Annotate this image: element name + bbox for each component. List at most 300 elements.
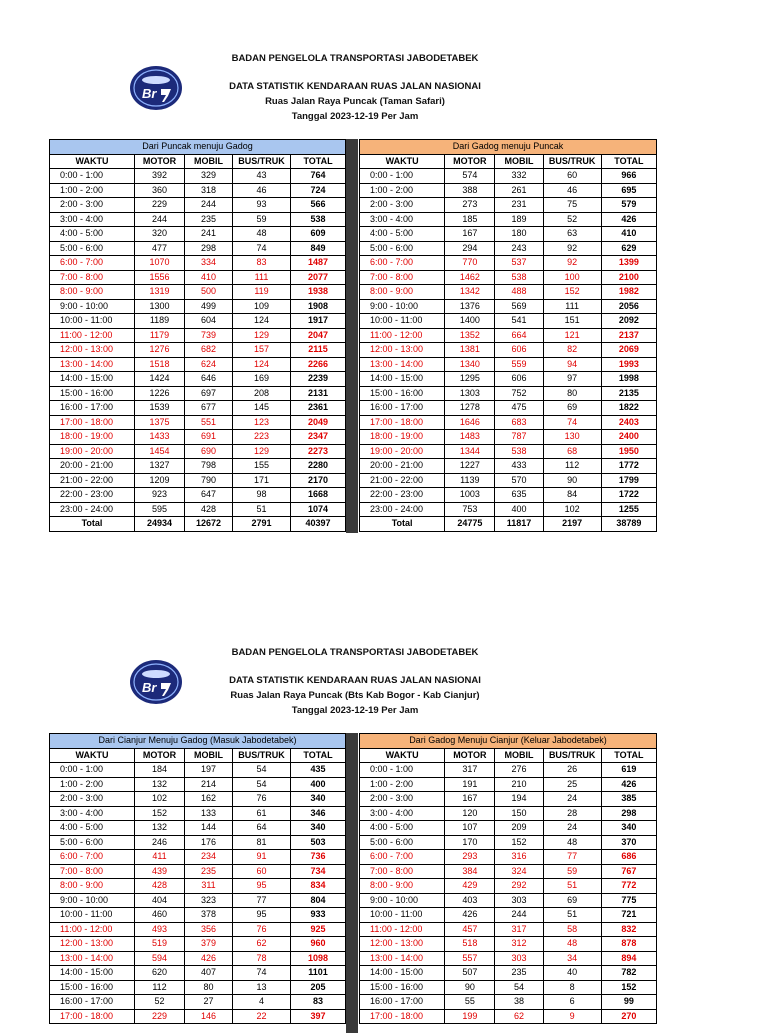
bus-truk-cell: 76 xyxy=(233,792,291,807)
mobil-cell: 499 xyxy=(185,299,233,314)
bus-truk-cell: 62 xyxy=(233,937,291,952)
waktu-cell: 15:00 - 16:00 xyxy=(50,386,135,401)
waktu-cell: 4:00 - 5:00 xyxy=(50,821,135,836)
waktu-cell: 21:00 - 22:00 xyxy=(50,473,135,488)
total-cell: 686 xyxy=(601,850,656,865)
bus-truk-cell: 59 xyxy=(233,212,291,227)
waktu-cell: 11:00 - 12:00 xyxy=(50,922,135,937)
mobil-cell: 133 xyxy=(185,806,233,821)
bus-truk-cell: 68 xyxy=(543,444,601,459)
bus-truk-cell: 46 xyxy=(543,183,601,198)
bus-truk-cell: 80 xyxy=(543,386,601,401)
mobil-cell: 316 xyxy=(495,850,543,865)
motor-cell: 90 xyxy=(445,980,495,995)
waktu-cell: 13:00 - 14:00 xyxy=(360,951,445,966)
mobil-cell: 683 xyxy=(495,415,543,430)
bus-truk-cell: 74 xyxy=(233,241,291,256)
table-header-row xyxy=(360,748,657,763)
org-name: BADAN PENGELOLA TRANSPORTASI JABODETABEK xyxy=(231,647,479,658)
motor-cell: 439 xyxy=(135,864,185,879)
motor-cell: 493 xyxy=(135,922,185,937)
column-header-total: TOTAL xyxy=(291,748,346,763)
motor-cell: 132 xyxy=(135,777,185,792)
waktu-cell: 3:00 - 4:00 xyxy=(50,806,135,821)
total-cell: 804 xyxy=(291,893,346,908)
mobil-cell: 318 xyxy=(185,183,233,198)
mobil-cell: 324 xyxy=(495,864,543,879)
motor-cell: 594 xyxy=(135,951,185,966)
mobil-cell: 624 xyxy=(185,357,233,372)
waktu-cell: 0:00 - 1:00 xyxy=(360,169,445,184)
waktu-cell: 20:00 - 21:00 xyxy=(360,459,445,474)
total-cell: 2131 xyxy=(291,386,346,401)
column-header-motor: MOTOR xyxy=(445,748,495,763)
bus-truk-cell: 109 xyxy=(233,299,291,314)
waktu-cell: 9:00 - 10:00 xyxy=(50,893,135,908)
road-name: Ruas Jalan Raya Puncak (Bts Kab Bogor - Kab Cianjur) xyxy=(230,690,480,701)
motor-cell: 246 xyxy=(135,835,185,850)
waktu-cell: 12:00 - 13:00 xyxy=(50,343,135,358)
svg-text:Br: Br xyxy=(142,680,157,695)
motor-cell: 1319 xyxy=(135,285,185,300)
total-cell: 966 xyxy=(601,169,656,184)
waktu-cell: 18:00 - 19:00 xyxy=(50,430,135,445)
column-header-bus-truk: BUS/TRUK xyxy=(543,748,601,763)
waktu-cell: 1:00 - 2:00 xyxy=(50,777,135,792)
mobil-cell: 209 xyxy=(495,821,543,836)
report-title: DATA STATISTIK KENDARAAN RUAS JALAN NASIONAI xyxy=(229,675,481,686)
waktu-cell: 3:00 - 4:00 xyxy=(50,212,135,227)
waktu-cell: 11:00 - 12:00 xyxy=(360,328,445,343)
bus-truk-cell: 61 xyxy=(233,806,291,821)
waktu-cell: 15:00 - 16:00 xyxy=(360,980,445,995)
total-cell: 2266 xyxy=(291,357,346,372)
waktu-cell: 17:00 - 18:00 xyxy=(360,415,445,430)
waktu-cell: 13:00 - 14:00 xyxy=(50,357,135,372)
table-row xyxy=(50,763,346,778)
waktu-cell: 5:00 - 6:00 xyxy=(360,241,445,256)
total-cell: 832 xyxy=(601,922,656,937)
bus-truk-cell: 129 xyxy=(233,444,291,459)
motor-cell: 1327 xyxy=(135,459,185,474)
bus-truk-cell: 98 xyxy=(233,488,291,503)
bus-truk-cell: 69 xyxy=(543,893,601,908)
waktu-cell: 1:00 - 2:00 xyxy=(360,183,445,198)
mobil-cell: 241 xyxy=(185,227,233,242)
mobil-cell: 176 xyxy=(185,835,233,850)
column-header-waktu: WAKTU xyxy=(50,154,135,169)
mobil-cell: 152 xyxy=(495,835,543,850)
waktu-cell: 10:00 - 11:00 xyxy=(360,314,445,329)
motor-cell: 1300 xyxy=(135,299,185,314)
motor-cell: 1454 xyxy=(135,444,185,459)
bus-truk-cell: 129 xyxy=(233,328,291,343)
total-cell: 619 xyxy=(601,763,656,778)
motor-cell: 1344 xyxy=(445,444,495,459)
total-cell: 2170 xyxy=(291,473,346,488)
mobil-cell: 80 xyxy=(185,980,233,995)
total-cell: 2115 xyxy=(291,343,346,358)
motor-cell: 184 xyxy=(135,763,185,778)
total-motor-cell: 24934 xyxy=(135,517,185,532)
motor-cell: 1518 xyxy=(135,357,185,372)
total-cell: 426 xyxy=(601,777,656,792)
bus-truk-cell: 9 xyxy=(543,1009,601,1024)
mobil-cell: 243 xyxy=(495,241,543,256)
mobil-cell: 475 xyxy=(495,401,543,416)
motor-cell: 595 xyxy=(135,502,185,517)
table-row xyxy=(360,864,657,879)
mobil-cell: 541 xyxy=(495,314,543,329)
waktu-cell: 8:00 - 9:00 xyxy=(360,285,445,300)
motor-cell: 1295 xyxy=(445,372,495,387)
waktu-cell: 17:00 - 18:00 xyxy=(50,415,135,430)
total-cell: 878 xyxy=(601,937,656,952)
table-row xyxy=(50,966,346,981)
waktu-cell: 12:00 - 13:00 xyxy=(360,937,445,952)
mobil-cell: 334 xyxy=(185,256,233,271)
mobil-cell: 691 xyxy=(185,430,233,445)
table-row xyxy=(360,879,657,894)
total-cell: 925 xyxy=(291,922,346,937)
motor-cell: 753 xyxy=(445,502,495,517)
mobil-cell: 146 xyxy=(185,1009,233,1024)
waktu-cell: 2:00 - 3:00 xyxy=(360,792,445,807)
motor-cell: 317 xyxy=(445,763,495,778)
mobil-cell: 378 xyxy=(185,908,233,923)
bus-truk-cell: 123 xyxy=(233,415,291,430)
motor-cell: 107 xyxy=(445,821,495,836)
total-cell: 1822 xyxy=(601,401,656,416)
motor-cell: 1070 xyxy=(135,256,185,271)
motor-cell: 167 xyxy=(445,227,495,242)
total-cell: 775 xyxy=(601,893,656,908)
table-row xyxy=(360,922,657,937)
waktu-cell: 5:00 - 6:00 xyxy=(360,835,445,850)
mobil-cell: 303 xyxy=(495,893,543,908)
total-cell: 1950 xyxy=(601,444,656,459)
bus-truk-cell: 155 xyxy=(233,459,291,474)
motor-cell: 102 xyxy=(135,792,185,807)
table-row xyxy=(360,966,657,981)
mobil-cell: 559 xyxy=(495,357,543,372)
table-row xyxy=(360,937,657,952)
total-cell: 435 xyxy=(291,763,346,778)
motor-cell: 1342 xyxy=(445,285,495,300)
waktu-cell: 7:00 - 8:00 xyxy=(50,270,135,285)
road-name: Ruas Jalan Raya Puncak (Taman Safari) xyxy=(265,96,445,107)
bus-truk-cell: 121 xyxy=(543,328,601,343)
column-header-motor: MOTOR xyxy=(135,748,185,763)
total-cell: 2137 xyxy=(601,328,656,343)
mobil-cell: 332 xyxy=(495,169,543,184)
total-cell: 849 xyxy=(291,241,346,256)
bus-truk-cell: 112 xyxy=(543,459,601,474)
mobil-cell: 189 xyxy=(495,212,543,227)
bus-truk-cell: 102 xyxy=(543,502,601,517)
motor-cell: 120 xyxy=(445,806,495,821)
waktu-cell: 6:00 - 7:00 xyxy=(360,850,445,865)
bus-truk-cell: 75 xyxy=(543,198,601,213)
bus-truk-cell: 76 xyxy=(233,922,291,937)
bus-truk-cell: 25 xyxy=(543,777,601,792)
column-header-bus-truk: BUS/TRUK xyxy=(233,154,291,169)
table-row xyxy=(50,806,346,821)
motor-cell: 1179 xyxy=(135,328,185,343)
waktu-cell: 7:00 - 8:00 xyxy=(360,864,445,879)
table-row xyxy=(50,835,346,850)
total-cell: 2100 xyxy=(601,270,656,285)
mobil-cell: 682 xyxy=(185,343,233,358)
total-cell: 400 xyxy=(291,777,346,792)
bus-truk-cell: 54 xyxy=(233,777,291,792)
total-waktu-cell: Total xyxy=(50,517,135,532)
bus-truk-cell: 28 xyxy=(543,806,601,821)
mobil-cell: 410 xyxy=(185,270,233,285)
bus-truk-cell: 63 xyxy=(543,227,601,242)
motor-cell: 518 xyxy=(445,937,495,952)
waktu-cell: 3:00 - 4:00 xyxy=(360,806,445,821)
motor-cell: 294 xyxy=(445,241,495,256)
waktu-cell: 5:00 - 6:00 xyxy=(50,241,135,256)
waktu-cell: 22:00 - 23:00 xyxy=(360,488,445,503)
bus-truk-cell: 26 xyxy=(543,763,601,778)
bus-truk-cell: 6 xyxy=(543,995,601,1010)
mobil-cell: 292 xyxy=(495,879,543,894)
bus-truk-cell: 119 xyxy=(233,285,291,300)
waktu-cell: 2:00 - 3:00 xyxy=(50,198,135,213)
table-row xyxy=(50,937,346,952)
total-cell: 566 xyxy=(291,198,346,213)
mobil-cell: 329 xyxy=(185,169,233,184)
waktu-cell: 14:00 - 15:00 xyxy=(50,372,135,387)
traffic-table-cianjur-gadog xyxy=(49,733,346,1024)
waktu-cell: 20:00 - 21:00 xyxy=(50,459,135,474)
bus-truk-cell: 51 xyxy=(543,908,601,923)
column-header-waktu: WAKTU xyxy=(360,748,445,763)
total-cell: 1722 xyxy=(601,488,656,503)
total-cell: 2403 xyxy=(601,415,656,430)
mobil-cell: 323 xyxy=(185,893,233,908)
table-row xyxy=(50,951,346,966)
waktu-cell: 8:00 - 9:00 xyxy=(360,879,445,894)
motor-cell: 1381 xyxy=(445,343,495,358)
waktu-cell: 11:00 - 12:00 xyxy=(360,922,445,937)
bus-truk-cell: 4 xyxy=(233,995,291,1010)
waktu-cell: 6:00 - 7:00 xyxy=(360,256,445,271)
mobil-cell: 664 xyxy=(495,328,543,343)
bus-truk-cell: 51 xyxy=(233,502,291,517)
table-row xyxy=(50,821,346,836)
mobil-cell: 538 xyxy=(495,270,543,285)
table-row xyxy=(360,893,657,908)
bus-truk-cell: 124 xyxy=(233,357,291,372)
mobil-cell: 144 xyxy=(185,821,233,836)
motor-cell: 620 xyxy=(135,966,185,981)
bus-truk-cell: 64 xyxy=(233,821,291,836)
waktu-cell: 9:00 - 10:00 xyxy=(360,893,445,908)
motor-cell: 229 xyxy=(135,198,185,213)
column-header-motor: MOTOR xyxy=(445,154,495,169)
motor-cell: 1462 xyxy=(445,270,495,285)
table-caption: Dari Gadog Menuju Cianjur (Keluar Jabodetabek) xyxy=(360,734,657,749)
waktu-cell: 10:00 - 11:00 xyxy=(360,908,445,923)
total-cell: 2077 xyxy=(291,270,346,285)
motor-cell: 426 xyxy=(445,908,495,923)
motor-cell: 388 xyxy=(445,183,495,198)
total-cell: 99 xyxy=(601,995,656,1010)
bus-truk-cell: 51 xyxy=(543,879,601,894)
waktu-cell: 23:00 - 24:00 xyxy=(50,502,135,517)
table-row xyxy=(50,864,346,879)
motor-cell: 199 xyxy=(445,1009,495,1024)
mobil-cell: 569 xyxy=(495,299,543,314)
total-cell: 83 xyxy=(291,995,346,1010)
bus-truk-cell: 43 xyxy=(233,169,291,184)
mobil-cell: 356 xyxy=(185,922,233,937)
table-row xyxy=(50,777,346,792)
mobil-cell: 551 xyxy=(185,415,233,430)
column-header-mobil: MOBIL xyxy=(185,748,233,763)
waktu-cell: 16:00 - 17:00 xyxy=(50,401,135,416)
waktu-cell: 14:00 - 15:00 xyxy=(360,966,445,981)
total-cell: 538 xyxy=(291,212,346,227)
mobil-cell: 150 xyxy=(495,806,543,821)
bus-truk-cell: 48 xyxy=(233,227,291,242)
table-row xyxy=(360,908,657,923)
mobil-cell: 162 xyxy=(185,792,233,807)
mobil-cell: 214 xyxy=(185,777,233,792)
table-row xyxy=(50,908,346,923)
mobil-cell: 210 xyxy=(495,777,543,792)
motor-cell: 1209 xyxy=(135,473,185,488)
waktu-cell: 0:00 - 1:00 xyxy=(360,763,445,778)
mobil-cell: 428 xyxy=(185,502,233,517)
mobil-cell: 798 xyxy=(185,459,233,474)
waktu-cell: 16:00 - 17:00 xyxy=(50,995,135,1010)
bus-truk-cell: 48 xyxy=(543,835,601,850)
total-waktu-cell: Total xyxy=(360,517,445,532)
total-cell: 370 xyxy=(601,835,656,850)
motor-cell: 52 xyxy=(135,995,185,1010)
total-cell: 2347 xyxy=(291,430,346,445)
total-cell: 426 xyxy=(601,212,656,227)
table-caption: Dari Cianjur Menuju Gadog (Masuk Jabodetabek) xyxy=(50,734,346,749)
waktu-cell: 12:00 - 13:00 xyxy=(360,343,445,358)
motor-cell: 1646 xyxy=(445,415,495,430)
bus-truk-cell: 22 xyxy=(233,1009,291,1024)
total-cell: 1772 xyxy=(601,459,656,474)
mobil-cell: 647 xyxy=(185,488,233,503)
mobil-cell: 426 xyxy=(185,951,233,966)
bus-truk-cell: 90 xyxy=(543,473,601,488)
table-divider xyxy=(346,733,358,1033)
total-cell: 298 xyxy=(601,806,656,821)
bus-truk-cell: 34 xyxy=(543,951,601,966)
mobil-cell: 234 xyxy=(185,850,233,865)
mobil-cell: 180 xyxy=(495,227,543,242)
motor-cell: 191 xyxy=(445,777,495,792)
motor-cell: 293 xyxy=(445,850,495,865)
table-caption: Dari Gadog menuju Puncak xyxy=(360,140,657,155)
table-row xyxy=(360,806,657,821)
svg-text:Br: Br xyxy=(142,86,157,101)
waktu-cell: 17:00 - 18:00 xyxy=(360,1009,445,1024)
traffic-table-gadog-cianjur xyxy=(359,733,657,1024)
mobil-cell: 235 xyxy=(185,864,233,879)
total-mobil-cell: 11817 xyxy=(495,517,543,532)
bus-truk-cell: 84 xyxy=(543,488,601,503)
table-row xyxy=(50,893,346,908)
waktu-cell: 11:00 - 12:00 xyxy=(50,328,135,343)
bus-truk-cell: 95 xyxy=(233,879,291,894)
mobil-cell: 433 xyxy=(495,459,543,474)
bus-truk-cell: 111 xyxy=(233,270,291,285)
waktu-cell: 14:00 - 15:00 xyxy=(50,966,135,981)
total-cell: 772 xyxy=(601,879,656,894)
motor-cell: 273 xyxy=(445,198,495,213)
mobil-cell: 298 xyxy=(185,241,233,256)
waktu-cell: 12:00 - 13:00 xyxy=(50,937,135,952)
column-header-waktu: WAKTU xyxy=(50,748,135,763)
motor-cell: 1424 xyxy=(135,372,185,387)
motor-cell: 1483 xyxy=(445,430,495,445)
waktu-cell: 15:00 - 16:00 xyxy=(50,980,135,995)
total-cell: 724 xyxy=(291,183,346,198)
total-cell: 2056 xyxy=(601,299,656,314)
total-cell: 1938 xyxy=(291,285,346,300)
waktu-cell: 15:00 - 16:00 xyxy=(360,386,445,401)
bus-truk-cell: 40 xyxy=(543,966,601,981)
bus-truk-cell: 60 xyxy=(543,169,601,184)
waktu-cell: 22:00 - 23:00 xyxy=(50,488,135,503)
mobil-cell: 570 xyxy=(495,473,543,488)
waktu-cell: 10:00 - 11:00 xyxy=(50,314,135,329)
mobil-cell: 697 xyxy=(185,386,233,401)
column-header-bus-truk: BUS/TRUK xyxy=(233,748,291,763)
motor-cell: 428 xyxy=(135,879,185,894)
mobil-cell: 488 xyxy=(495,285,543,300)
column-header-mobil: MOBIL xyxy=(495,748,543,763)
waktu-cell: 13:00 - 14:00 xyxy=(360,357,445,372)
bus-truk-cell: 100 xyxy=(543,270,601,285)
mobil-cell: 62 xyxy=(495,1009,543,1024)
motor-cell: 557 xyxy=(445,951,495,966)
waktu-cell: 17:00 - 18:00 xyxy=(50,1009,135,1024)
motor-cell: 923 xyxy=(135,488,185,503)
table-caption: Dari Puncak menuju Gadog xyxy=(50,140,346,155)
motor-cell: 403 xyxy=(445,893,495,908)
waktu-cell: 16:00 - 17:00 xyxy=(360,401,445,416)
bus-truk-cell: 151 xyxy=(543,314,601,329)
motor-cell: 519 xyxy=(135,937,185,952)
bus-truk-cell: 145 xyxy=(233,401,291,416)
total-cell: 695 xyxy=(601,183,656,198)
waktu-cell: 8:00 - 9:00 xyxy=(50,879,135,894)
motor-cell: 457 xyxy=(445,922,495,937)
mobil-cell: 303 xyxy=(495,951,543,966)
table-row xyxy=(360,951,657,966)
total-cell: 397 xyxy=(291,1009,346,1024)
table-row xyxy=(50,850,346,865)
total-cell: 629 xyxy=(601,241,656,256)
motor-cell: 384 xyxy=(445,864,495,879)
total-cell: 1668 xyxy=(291,488,346,503)
bus-truk-cell: 46 xyxy=(233,183,291,198)
motor-cell: 507 xyxy=(445,966,495,981)
mobil-cell: 312 xyxy=(495,937,543,952)
mobil-cell: 235 xyxy=(185,212,233,227)
